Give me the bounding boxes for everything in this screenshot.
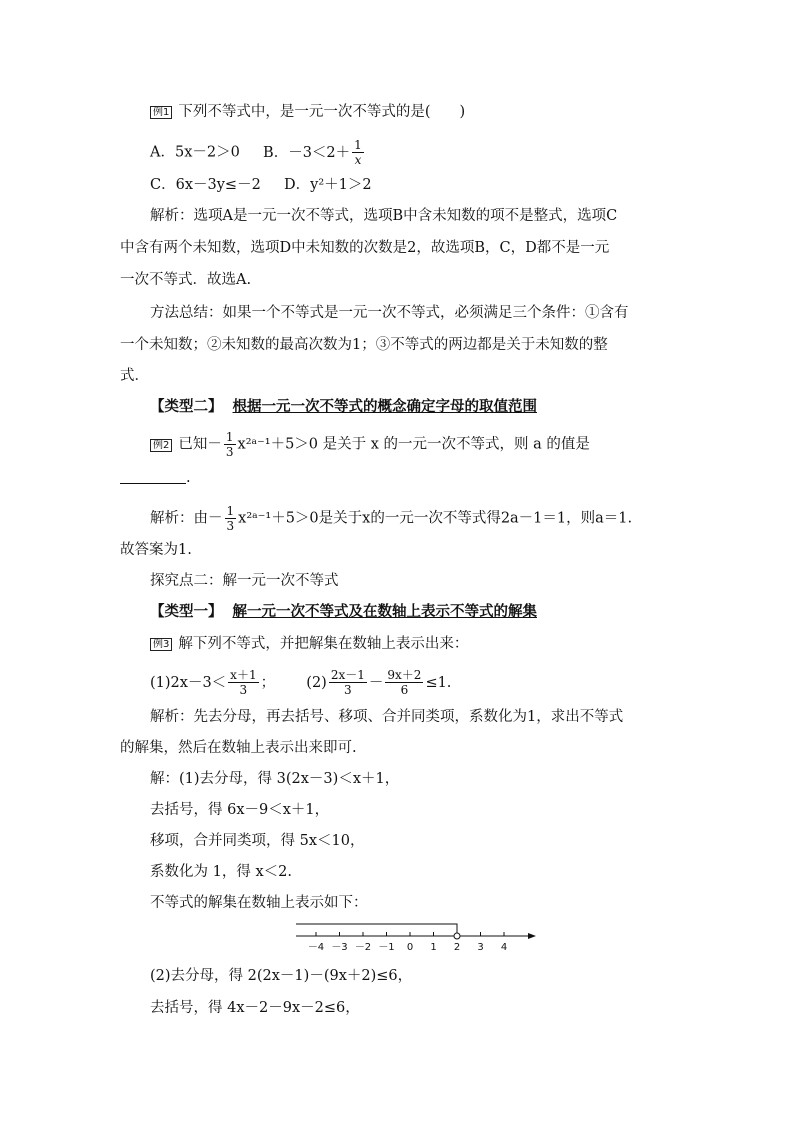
fraction: $\frac{2x-1}{3}$ xyxy=(330,668,365,697)
example1-options-cd xyxy=(150,175,372,195)
problem-1: (1)2x－3＜ $\frac{x+1}{3}$ ； xyxy=(150,668,276,697)
example3-problems xyxy=(150,668,451,697)
number-line-tick-label: －2 xyxy=(354,942,372,953)
method-summary-line3: 式． xyxy=(120,368,149,384)
example-tag: 例2 xyxy=(150,439,172,452)
solution-step-3: 移项，合并同类项，得 5x＜10， xyxy=(150,833,365,849)
solution-step-1: 解：(1)去分母，得 3(2x－3)＜x＋1， xyxy=(150,771,400,787)
example1-analysis-line1: 解析：选项A是一元一次不等式，选项B中含未知数的项不是整式，选项C xyxy=(150,208,618,224)
number-line-tick-label: 4 xyxy=(500,942,508,953)
number-line-tick-label: 0 xyxy=(406,942,414,953)
fraction: $\frac{1}{x}$ xyxy=(354,138,362,167)
example1-analysis-line3: 一次不等式．故选A. xyxy=(120,272,252,288)
fraction: $\frac{9x+2}{6}$ xyxy=(387,668,422,697)
example-tag: 例3 xyxy=(150,638,172,651)
solution2-step-1: (2)去分母，得 2(2x－1)－(9x＋2)≤6， xyxy=(150,968,413,984)
example3-analysis-line2: 的解集，然后在数轴上表示出来即可. xyxy=(120,740,357,756)
type2-heading: 【类型二】 根据一元一次不等式的概念确定字母的取值范围 xyxy=(150,398,537,415)
number-line-tick-label: －1 xyxy=(378,942,395,953)
number-line-tick-label: 2 xyxy=(453,942,461,953)
fraction: $\frac{1}{3}$ xyxy=(225,430,234,459)
example1-options-ab xyxy=(150,138,366,167)
example1-question: 例1 下列不等式中，是一元一次不等式的是( ) xyxy=(150,102,465,122)
type1-heading: 【类型一】 解一元一次不等式及在数轴上表示不等式的解集 xyxy=(150,603,537,620)
method-summary-line2: 一个未知数；②未知数的最高次数为1；③不等式的两边都是关于未知数的整 xyxy=(120,337,608,353)
section2-heading: 探究点二：解一元一次不等式 xyxy=(150,573,339,589)
option-c: C．6x－3y≤－2 xyxy=(150,177,261,193)
number-line xyxy=(296,918,536,958)
number-line-tick-label: 3 xyxy=(477,942,484,953)
solution2-step-2: 去括号，得 4x－2－9x－2≤6， xyxy=(150,1000,360,1016)
number-line-tick-label: －3 xyxy=(331,942,348,953)
solution-set-bracket xyxy=(296,924,457,933)
fraction: $\frac{1}{3}$ xyxy=(226,504,235,533)
example2-question: 例2 已知－ $\frac{1}{3}$ x²ᵃ⁻¹＋5＞0 是关于 x 的一元一次不等式，则 a 的值是 xyxy=(150,430,590,459)
example2-analysis-line2: 故答案为1. xyxy=(120,542,192,558)
solution-step-2: 去括号，得 6x－9＜x＋1， xyxy=(150,802,330,818)
example3-question: 例3 解下列不等式，并把解集在数轴上表示出来： xyxy=(150,634,468,654)
example2-analysis-line1: 解析：由－ $\frac{1}{3}$ x²ᵃ⁻¹＋5＞0是关于x的一元一次不等式得2a－1＝1，则a＝1. xyxy=(150,504,633,533)
example-tag: 例1 xyxy=(150,106,172,119)
method-summary-line1: 方法总结：如果一个不等式是一元一次不等式，必须满足三个条件：①含有 xyxy=(150,305,629,321)
example1-analysis-line2: 中含有两个未知数，选项D中未知数的次数是2，故选项B，C，D都不是一元 xyxy=(120,240,610,256)
option-b: B．－3＜2＋ $\frac{1}{x}$ xyxy=(263,138,362,167)
solution-endpoint-circle xyxy=(454,933,460,939)
number-line-tick-label: －4 xyxy=(307,942,325,953)
problem-2: (2) $\frac{2x-1}{3}$ － $\frac{9x+2}{6}$ ≤1. xyxy=(306,668,452,697)
option-a: A．5x－2＞0 xyxy=(150,144,240,161)
option-d: D．y²＋1＞2 xyxy=(284,177,372,193)
solution-step-4: 系数化为 1，得 x＜2. xyxy=(150,864,292,880)
example2-blank: . xyxy=(120,468,191,488)
example3-analysis-line1: 解析：先去分母，再去括号、移项、合并同类项，系数化为1，求出不等式 xyxy=(150,709,624,725)
number-line-tick-label: 1 xyxy=(430,942,437,953)
number-line-arrow xyxy=(528,933,536,939)
answer-blank xyxy=(120,469,186,484)
fraction: $\frac{x+1}{3}$ xyxy=(230,668,257,697)
solution-step-5: 不等式的解集在数轴上表示如下： xyxy=(150,895,368,911)
